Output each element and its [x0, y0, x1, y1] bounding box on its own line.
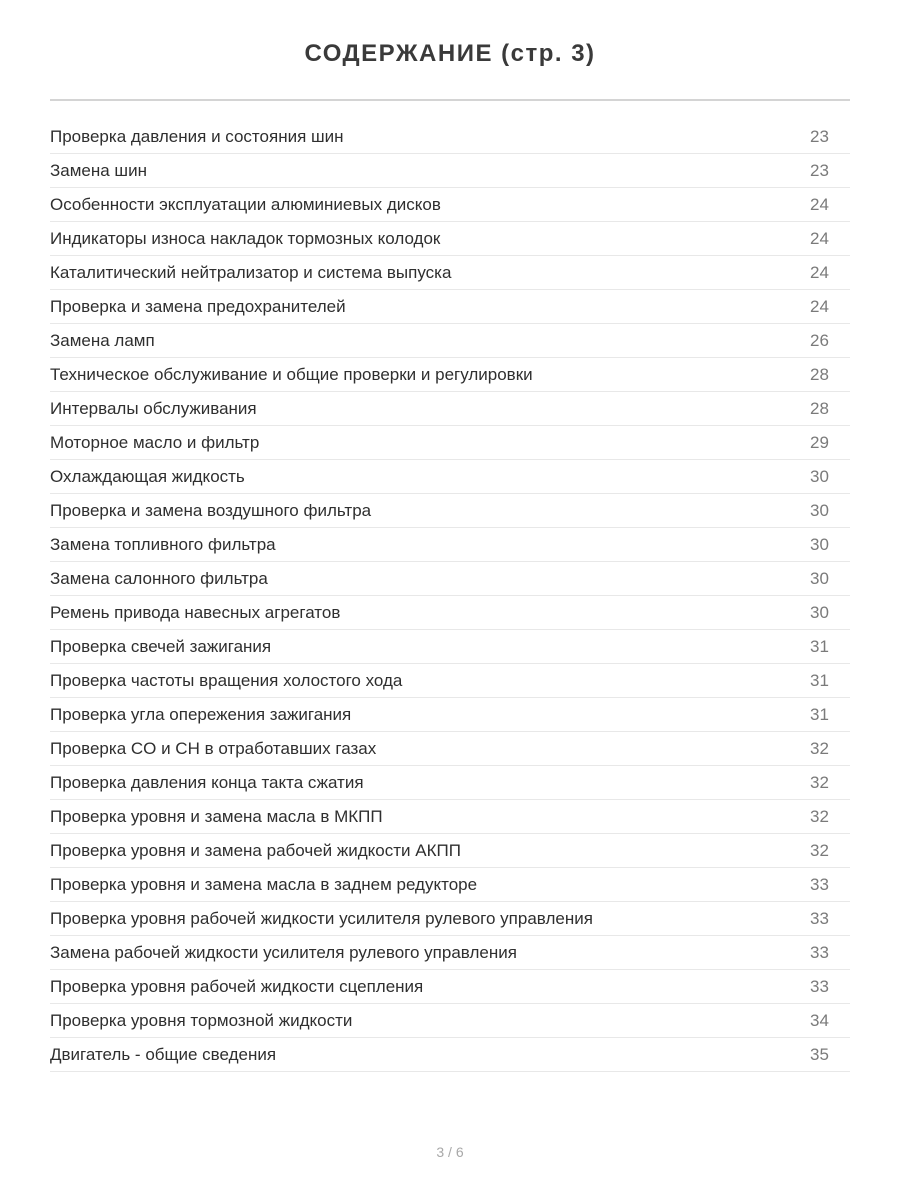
toc-entry-title: Проверка уровня и замена масла в заднем редукторе: [50, 874, 478, 894]
toc-entry-title: Проверка давления конца такта сжатия: [50, 772, 364, 792]
toc-entry-title: Проверка частоты вращения холостого хода: [50, 670, 403, 690]
toc-entry[interactable]: [50, 154, 850, 188]
toc-entry-title: Проверка давления и состояния шин: [50, 126, 344, 146]
toc-entry-title: Проверка уровня и замена рабочей жидкости АКПП: [50, 840, 461, 860]
toc-entry-title: Двигатель - общие сведения: [50, 1044, 277, 1064]
toc-entry[interactable]: [50, 800, 850, 834]
toc-entry-page-number: 32: [810, 738, 829, 758]
toc-entry[interactable]: [50, 1004, 850, 1038]
toc-entry[interactable]: [50, 528, 850, 562]
toc-entry-page-number: 30: [810, 534, 829, 554]
toc-entry-title: Каталитический нейтрализатор и система выпуска: [50, 262, 452, 282]
toc-entry-title: Проверка уровня тормозной жидкости: [50, 1010, 353, 1030]
toc-entry-page-number: 33: [810, 976, 829, 996]
toc-entry[interactable]: [50, 868, 850, 902]
toc-entry-page-number: 24: [810, 262, 829, 282]
toc-entry[interactable]: [50, 188, 850, 222]
page-indicator: 3 / 6: [436, 1144, 464, 1160]
toc-entry-page-number: 26: [810, 330, 829, 350]
toc-entry-page-number: 32: [810, 806, 829, 826]
toc-entry[interactable]: [50, 120, 850, 154]
toc-entry[interactable]: [50, 698, 850, 732]
toc-entry-page-number: 24: [810, 228, 829, 248]
page-title: СОДЕРЖАНИЕ (стр. 3): [304, 40, 596, 67]
toc-entry[interactable]: [50, 290, 850, 324]
toc-entry-title: Проверка CO и CH в отработавших газах: [50, 738, 377, 758]
toc-entry-title: Ремень привода навесных агрегатов: [50, 602, 341, 622]
toc-entry-page-number: 33: [810, 874, 829, 894]
toc-entry-title: Замена топливного фильтра: [50, 534, 276, 554]
toc-entry[interactable]: [50, 834, 850, 868]
toc-entry-title: Интервалы обслуживания: [50, 398, 257, 418]
toc-entry-title: Проверка уровня рабочей жидкости сцепления: [50, 976, 424, 996]
toc-entry-title: Замена рабочей жидкости усилителя рулевого управления: [50, 942, 517, 962]
toc-entry-title: Замена салонного фильтра: [50, 568, 268, 588]
toc-entry-page-number: 24: [810, 194, 829, 214]
toc-entry-title: Замена ламп: [50, 330, 155, 350]
toc-entry[interactable]: [50, 766, 850, 800]
toc-entry[interactable]: [50, 1038, 850, 1072]
toc-entry-title: Замена шин: [50, 160, 147, 180]
toc-entry[interactable]: [50, 630, 850, 664]
toc-entry[interactable]: [50, 494, 850, 528]
toc-entry-title: Проверка свечей зажигания: [50, 636, 272, 656]
toc-entry-page-number: 28: [810, 398, 829, 418]
toc-entry[interactable]: [50, 256, 850, 290]
toc-entry[interactable]: [50, 324, 850, 358]
toc-entry-title: Проверка и замена воздушного фильтра: [50, 500, 372, 520]
toc-entry[interactable]: [50, 732, 850, 766]
toc-entry-page-number: 23: [810, 126, 829, 146]
toc-entry[interactable]: [50, 392, 850, 426]
toc-entry-page-number: 33: [810, 942, 829, 962]
toc-entry-page-number: 30: [810, 602, 829, 622]
toc-entry-page-number: 33: [810, 908, 829, 928]
toc-entry[interactable]: [50, 358, 850, 392]
toc-entry-title: Особенности эксплуатации алюминиевых дисков: [50, 194, 441, 214]
toc-entry-title: Проверка угла опережения зажигания: [50, 704, 352, 724]
table-of-contents: [50, 120, 850, 1072]
toc-entry-page-number: 28: [810, 364, 829, 384]
toc-entry[interactable]: [50, 664, 850, 698]
toc-entry-title: Техническое обслуживание и общие проверки и регулировки: [50, 364, 533, 384]
toc-entry-page-number: 32: [810, 840, 829, 860]
toc-entry-page-number: 34: [810, 1010, 829, 1030]
toc-entry[interactable]: [50, 562, 850, 596]
toc-entry[interactable]: [50, 936, 850, 970]
toc-entry-page-number: 35: [810, 1044, 829, 1064]
toc-entry[interactable]: [50, 426, 850, 460]
toc-entry-page-number: 29: [810, 432, 829, 452]
toc-entry-title: Моторное масло и фильтр: [50, 432, 260, 452]
toc-entry-page-number: 31: [810, 670, 829, 690]
toc-entry-page-number: 24: [810, 296, 829, 316]
title-divider: [50, 99, 850, 101]
toc-entry-page-number: 31: [810, 704, 829, 724]
toc-entry[interactable]: [50, 596, 850, 630]
toc-entry-title: Проверка уровня и замена масла в МКПП: [50, 806, 383, 826]
toc-entry-title: Индикаторы износа накладок тормозных колодок: [50, 228, 441, 248]
toc-entry[interactable]: [50, 902, 850, 936]
toc-entry-page-number: 30: [810, 568, 829, 588]
toc-entry-page-number: 32: [810, 772, 829, 792]
toc-entry-page-number: 30: [810, 466, 829, 486]
toc-entry-title: Охлаждающая жидкость: [50, 466, 245, 486]
toc-entry-title: Проверка и замена предохранителей: [50, 296, 346, 316]
toc-entry[interactable]: [50, 222, 850, 256]
toc-entry-page-number: 31: [810, 636, 829, 656]
toc-entry[interactable]: [50, 970, 850, 1004]
toc-entry-page-number: 23: [810, 160, 829, 180]
toc-entry-title: Проверка уровня рабочей жидкости усилителя рулевого управления: [50, 908, 593, 928]
toc-entry-page-number: 30: [810, 500, 829, 520]
toc-entry[interactable]: [50, 460, 850, 494]
